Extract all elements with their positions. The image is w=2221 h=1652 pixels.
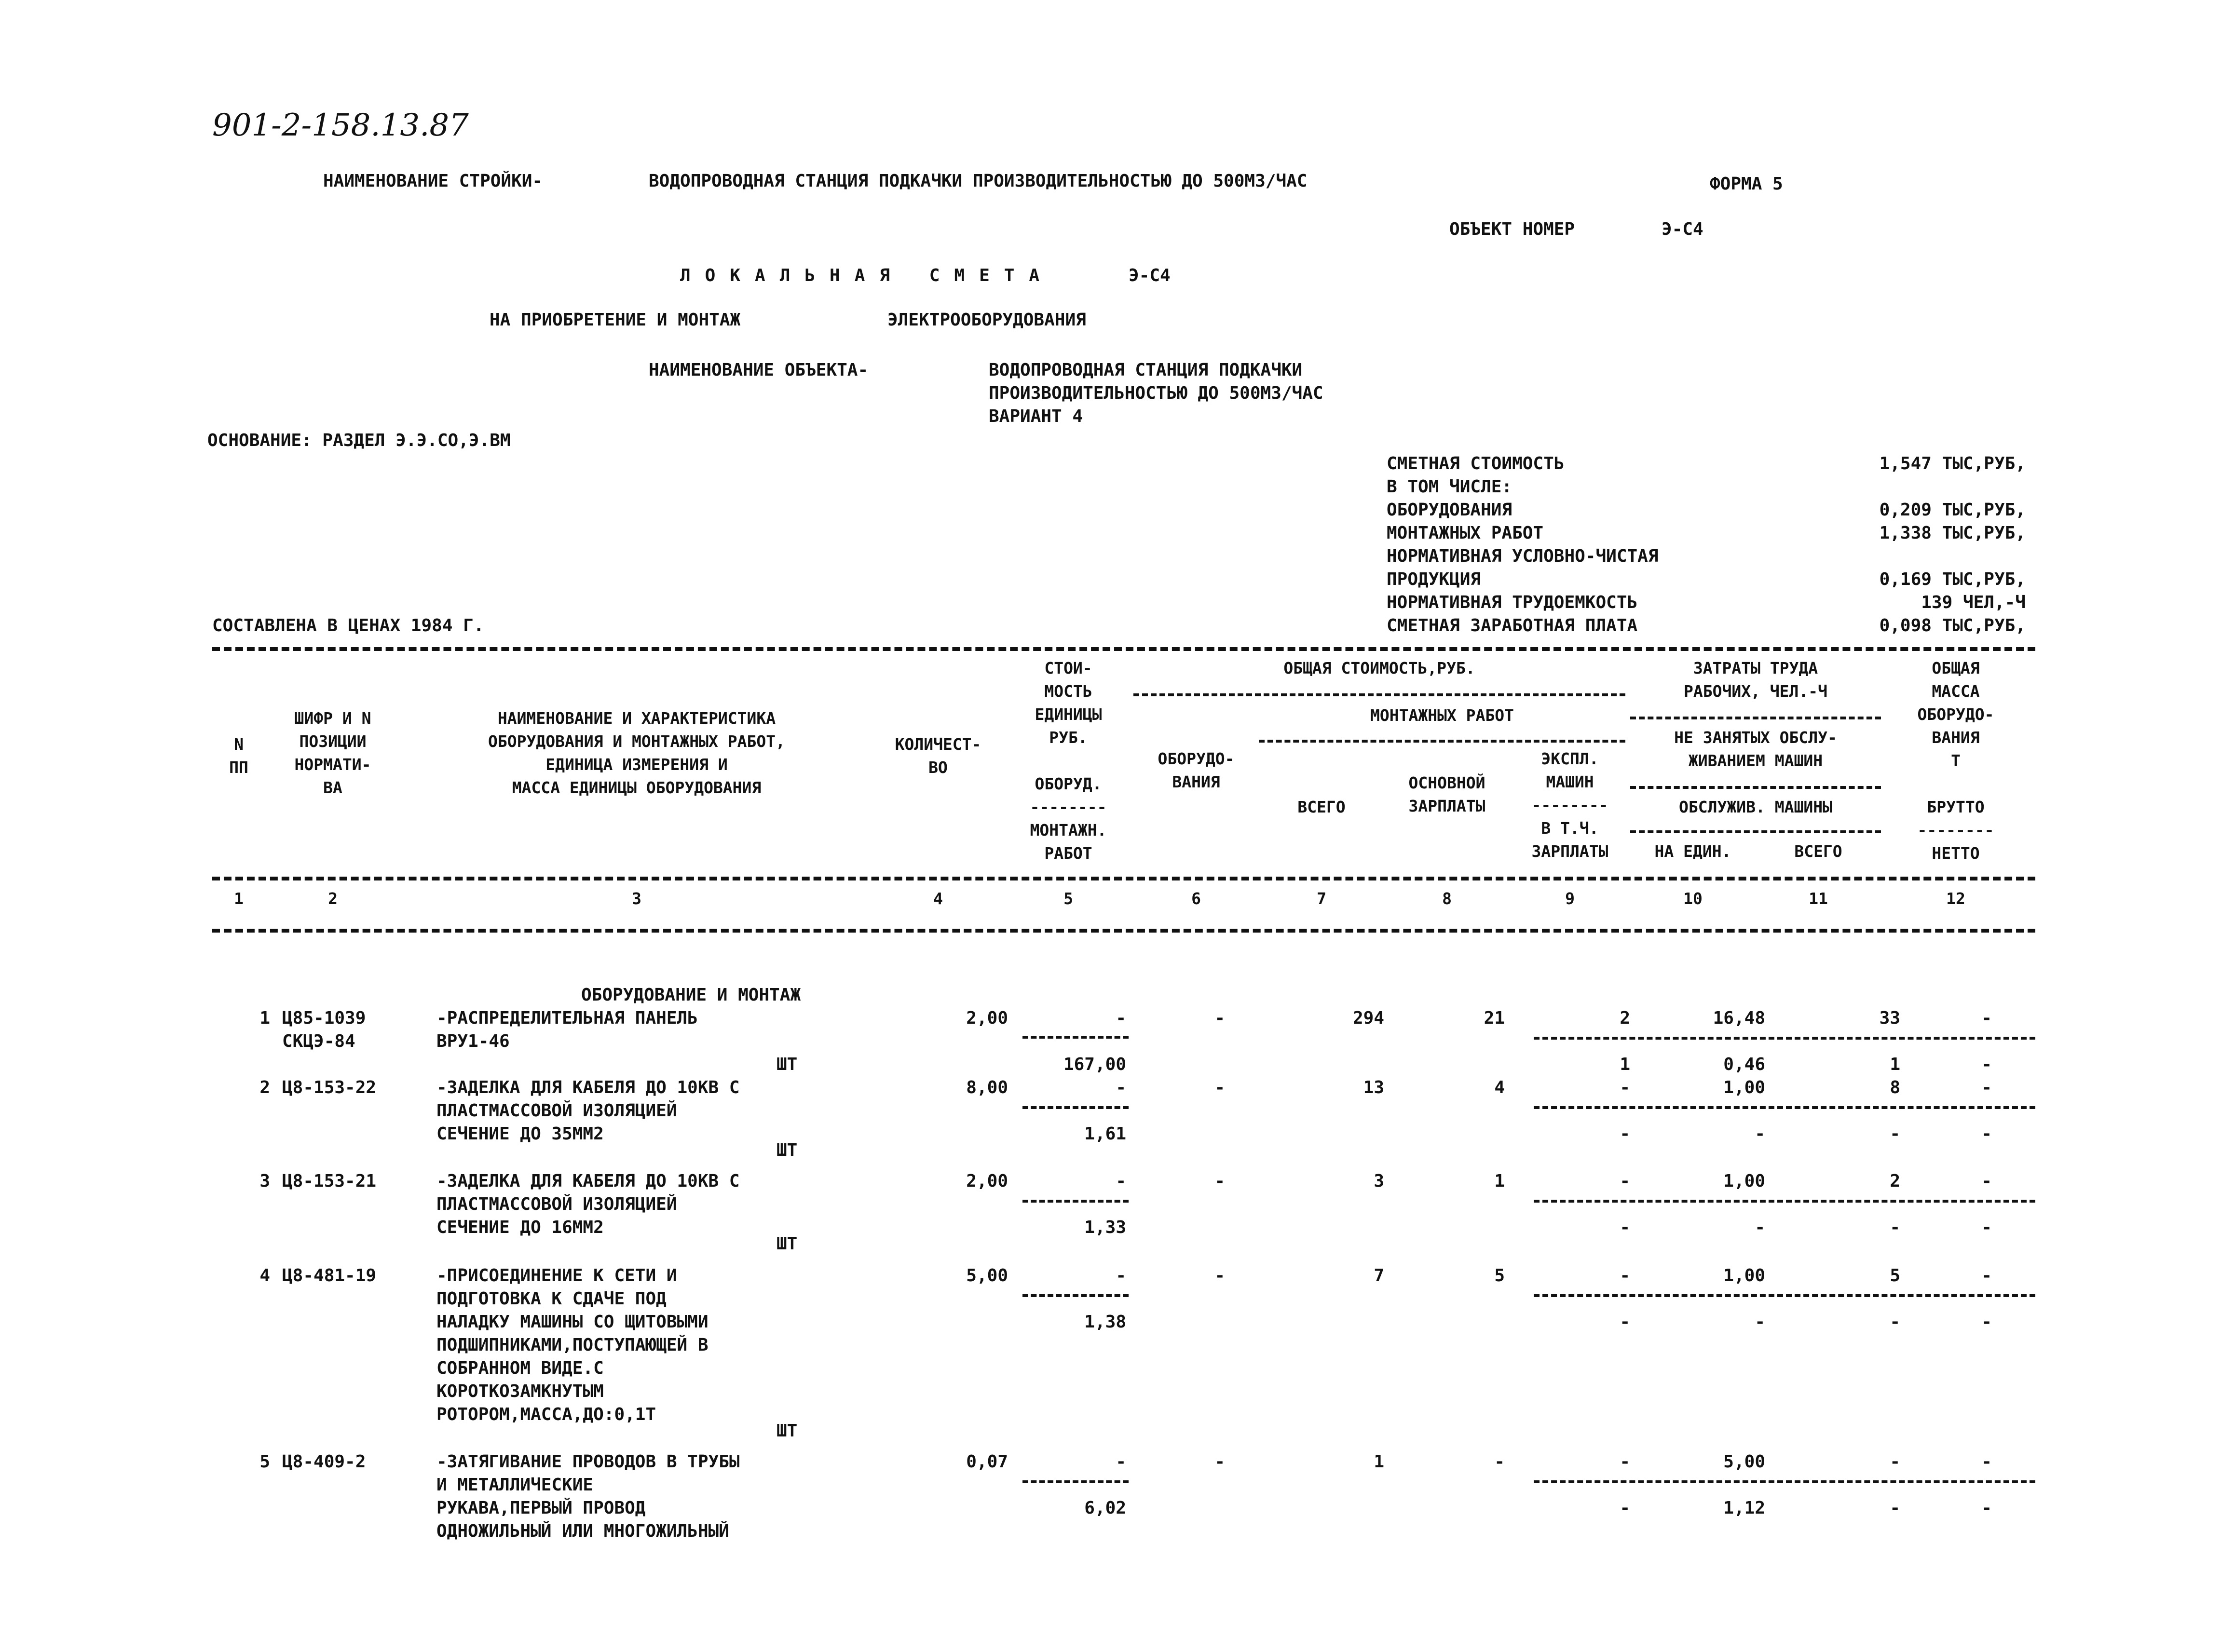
row-labor-unit-machines: 0,46: [1723, 1055, 1765, 1074]
document-title-code: Э-С4: [1129, 266, 1171, 285]
row-salary: 1: [1494, 1171, 1505, 1191]
col-number: 5: [1063, 889, 1073, 908]
row-number: 3: [259, 1171, 270, 1191]
row-labor-unit-machines: -: [1755, 1124, 1765, 1144]
row-total: 13: [1363, 1078, 1384, 1097]
row-quantity: 5,00: [966, 1266, 1008, 1286]
row-equipment: -: [1214, 1171, 1225, 1191]
row-code: Ц8-153-21: [282, 1171, 377, 1191]
row-code: Ц85-1039 СКЦЭ-84: [282, 1008, 366, 1051]
col-number: 11: [1809, 889, 1828, 908]
header-mounting: МОНТАЖНЫХ РАБОТ: [1370, 706, 1514, 725]
col-number: 6: [1191, 889, 1201, 908]
object-name-line-2: ПРОИЗВОДИТЕЛЬНОСТЬЮ ДО 500М3/ЧАС: [989, 383, 1323, 403]
row-quantity: 2,00: [966, 1171, 1008, 1191]
col-number: 9: [1565, 889, 1575, 908]
row-code: Ц8-481-19: [282, 1266, 377, 1286]
table-top-rule: [212, 647, 2035, 651]
object-name-line-1: ВОДОПРОВОДНАЯ СТАНЦИЯ ПОДКАЧКИ: [989, 360, 1303, 380]
row-mass-net: -: [1981, 1498, 1992, 1518]
row-code: Ц8-153-22: [282, 1078, 377, 1097]
row-quantity: 0,07: [966, 1452, 1008, 1472]
summary-value: 0,209 ТЫС,РУБ,: [1879, 500, 2026, 520]
row-unit: ШТ: [777, 1234, 798, 1254]
row-quantity: 8,00: [966, 1078, 1008, 1097]
subtitle-prefix: НА ПРИОБРЕТЕНИЕ И МОНТАЖ: [490, 310, 741, 330]
row-machines: 2: [1620, 1008, 1630, 1028]
header-equipment: ОБОРУДО- ВАНИЯ: [1158, 749, 1235, 791]
row-unit: ШТ: [777, 1421, 798, 1441]
row-mass-gross: -: [1981, 1452, 1992, 1472]
prices-note: СОСТАВЛЕНА В ЦЕНАХ 1984 Г.: [212, 616, 484, 636]
header-quantity: КОЛИЧЕСТ- ВО: [895, 735, 981, 777]
row-quantity: 2,00: [966, 1008, 1008, 1028]
row-machines-salary: 1: [1620, 1055, 1630, 1074]
table-columns-rule: [212, 929, 2035, 933]
row-unit-mounting: 6,02: [1084, 1498, 1126, 1518]
row-salary: 21: [1484, 1008, 1505, 1028]
row-number: 1: [259, 1008, 270, 1028]
row-unit-mounting: 167,00: [1063, 1055, 1126, 1074]
row-labor-unit: 5,00: [1723, 1452, 1765, 1472]
row-labor-total-machines: -: [1890, 1498, 1900, 1518]
row-labor-total-machines: -: [1890, 1218, 1900, 1237]
summary-label: МОНТАЖНЫХ РАБОТ: [1387, 523, 1544, 543]
row-machines-salary: -: [1620, 1124, 1630, 1144]
row-machines-salary: -: [1620, 1218, 1630, 1237]
object-number: Э-С4: [1662, 219, 1703, 239]
construction-name: ВОДОПРОВОДНАЯ СТАНЦИЯ ПОДКАЧКИ ПРОИЗВОДИТЕЛЬНОСТЬЮ ДО 500М3/ЧАС: [649, 171, 1308, 191]
header-machines: ЭКСПЛ. МАШИН -------- В Т.Ч. ЗАРПЛАТЫ: [1531, 749, 1608, 861]
row-labor-total: 33: [1879, 1008, 1900, 1028]
row-equipment: -: [1214, 1266, 1225, 1286]
row-mass-net: -: [1981, 1312, 1992, 1332]
row-labor-unit: 1,00: [1723, 1266, 1765, 1286]
row-unit: ШТ: [777, 1140, 798, 1160]
row-number: 4: [259, 1266, 270, 1286]
row-labor-unit-machines: -: [1755, 1312, 1765, 1332]
row-name: -ЗАДЕЛКА ДЛЯ КАБЕЛЯ ДО 10КВ С ПЛАСТМАССОВОЙ ИЗОЛЯЦИЕЙ СЕЧЕНИЕ ДО 35ММ2: [436, 1078, 740, 1144]
table-header-rule: [212, 877, 2035, 880]
row-mass-gross: -: [1981, 1078, 1992, 1097]
header-base-salary: ОСНОВНОЙ ЗАРПЛАТЫ: [1408, 773, 1485, 815]
summary-value: 1,547 ТЫС,РУБ,: [1879, 454, 2026, 474]
col-number: 3: [632, 889, 641, 908]
header-number: N ПП: [229, 735, 248, 777]
summary-value: 1,338 ТЫС,РУБ,: [1879, 523, 2026, 543]
row-name: -ПРИСОЕДИНЕНИЕ К СЕТИ И ПОДГОТОВКА К СДАЧЕ ПОД НАЛАДКУ МАШИНЫ СО ЩИТОВЫМИ ПОДШИПНИКАМИ,ПОСТУПАЮЩЕЙ В СОБРАННОМ ВИДЕ.С КОРОТКОЗАМКНУТЫМ РОТОРОМ,МАССА,ДО:0,1Т: [436, 1266, 709, 1424]
header-labor: ЗАТРАТЫ ТРУДА РАБОЧИХ, ЧЕЛ.-Ч: [1683, 659, 1827, 701]
row-number: 5: [259, 1452, 270, 1472]
col-number: 8: [1442, 889, 1452, 908]
summary-value: 139 ЧЕЛ,-Ч: [1921, 593, 2026, 612]
row-machines: -: [1620, 1078, 1630, 1097]
row-total: 7: [1374, 1266, 1384, 1286]
summary-label: НОРМАТИВНАЯ УСЛОВНО-ЧИСТАЯ: [1387, 546, 1659, 566]
row-machines: -: [1620, 1171, 1630, 1191]
row-unit-equipment: -: [1116, 1266, 1126, 1286]
row-unit-mounting: 1,61: [1084, 1124, 1126, 1144]
row-unit-mounting: 1,38: [1084, 1312, 1126, 1332]
row-unit-equipment: -: [1116, 1171, 1126, 1191]
form-number: ФОРМА 5: [1710, 174, 1783, 194]
row-labor-total-machines: 1: [1890, 1055, 1900, 1074]
summary-label: В ТОМ ЧИСЛЕ:: [1387, 477, 1512, 497]
row-mass-net: -: [1981, 1055, 1992, 1074]
row-mass-gross: -: [1981, 1266, 1992, 1286]
header-labor-machines: ОБСЛУЖИВ. МАШИНЫ: [1679, 798, 1832, 816]
document-number: 901-2-158.13.87: [212, 108, 469, 143]
summary-value: 0,098 ТЫС,РУБ,: [1879, 616, 2026, 636]
header-mass: ОБЩАЯ МАССА ОБОРУДО- ВАНИЯ Т БРУТТО -------- НЕТТО: [1917, 659, 1994, 863]
summary-label: ПРОДУКЦИЯ: [1387, 569, 1481, 589]
row-labor-total: 8: [1890, 1078, 1900, 1097]
row-unit-mounting: 1,33: [1084, 1218, 1126, 1237]
row-machines-salary: -: [1620, 1312, 1630, 1332]
col-number: 10: [1683, 889, 1703, 908]
col-number: 4: [933, 889, 943, 908]
row-mass-net: -: [1981, 1218, 1992, 1237]
row-salary: 5: [1494, 1266, 1505, 1286]
header-labor-no-machines: НЕ ЗАНЯТЫХ ОБСЛУ- ЖИВАНИЕМ МАШИН: [1674, 728, 1837, 770]
row-mass-gross: -: [1981, 1171, 1992, 1191]
row-code: Ц8-409-2: [282, 1452, 366, 1472]
row-equipment: -: [1214, 1078, 1225, 1097]
row-name: -ЗАТЯГИВАНИЕ ПРОВОДОВ В ТРУБЫ И МЕТАЛЛИЧЕСКИЕ РУКАВА,ПЕРВЫЙ ПРОВОД ОДНОЖИЛЬНЫЙ ИЛИ МНОГОЖИЛЬНЫЙ: [436, 1452, 740, 1541]
row-machines: -: [1620, 1452, 1630, 1472]
row-labor-unit-machines: 1,12: [1723, 1498, 1765, 1518]
row-labor-unit: 1,00: [1723, 1078, 1765, 1097]
construction-label: НАИМЕНОВАНИЕ СТРОЙКИ-: [323, 171, 543, 191]
object-name-label: НАИМЕНОВАНИЕ ОБЪЕКТА-: [649, 360, 869, 380]
header-per-unit: НА ЕДИН.: [1654, 842, 1731, 861]
section-title: ОБОРУДОВАНИЕ И МОНТАЖ: [581, 985, 801, 1005]
summary-label: СМЕТНАЯ СТОИМОСТЬ: [1387, 454, 1565, 474]
row-unit: ШТ: [777, 1055, 798, 1074]
row-machines-salary: -: [1620, 1498, 1630, 1518]
row-machines: -: [1620, 1266, 1630, 1286]
row-equipment: -: [1214, 1008, 1225, 1028]
row-unit-equipment: -: [1116, 1008, 1126, 1028]
row-labor-total: 5: [1890, 1266, 1900, 1286]
row-equipment: -: [1214, 1452, 1225, 1472]
row-labor-total-machines: -: [1890, 1124, 1900, 1144]
row-labor-unit: 16,48: [1713, 1008, 1765, 1028]
header-name: НАИМЕНОВАНИЕ И ХАРАКТЕРИСТИКА ОБОРУДОВАНИЯ И МОНТАЖНЫХ РАБОТ, ЕДИНИЦА ИЗМЕРЕНИЯ И МАССА ЕДИНИЦЫ ОБОРУДОВАНИЯ: [488, 709, 785, 797]
row-labor-total-machines: -: [1890, 1312, 1900, 1332]
row-unit-equipment: -: [1116, 1452, 1126, 1472]
row-total: 3: [1374, 1171, 1384, 1191]
object-number-label: ОБЪЕКТ НОМЕР: [1449, 219, 1575, 239]
row-number: 2: [259, 1078, 270, 1097]
basis-note: ОСНОВАНИЕ: РАЗДЕЛ Э.Э.СО,Э.ВМ: [207, 431, 511, 450]
row-salary: -: [1494, 1452, 1505, 1472]
col-number: 1: [234, 889, 244, 908]
col-number: 12: [1946, 889, 1965, 908]
row-labor-unit: 1,00: [1723, 1171, 1765, 1191]
header-total-cost: ОБЩАЯ СТОИМОСТЬ,РУБ.: [1283, 659, 1475, 677]
object-name-line-3: ВАРИАНТ 4: [989, 406, 1083, 426]
row-total: 294: [1352, 1008, 1384, 1028]
summary-value: 0,169 ТЫС,РУБ,: [1879, 569, 2026, 589]
row-mass-gross: -: [1981, 1008, 1992, 1028]
row-mass-net: -: [1981, 1124, 1992, 1144]
header-unit-cost: СТОИ- МОСТЬ ЕДИНИЦЫ РУБ. ОБОРУД. -------- МОНТАЖН. РАБОТ: [1030, 659, 1107, 863]
row-name: -ЗАДЕЛКА ДЛЯ КАБЕЛЯ ДО 10КВ С ПЛАСТМАССОВОЙ ИЗОЛЯЦИЕЙ СЕЧЕНИЕ ДО 16ММ2: [436, 1171, 740, 1237]
row-labor-total: -: [1890, 1452, 1900, 1472]
header-mounting-total: ВСЕГО: [1297, 798, 1346, 816]
summary-label: НОРМАТИВНАЯ ТРУДОЕМКОСТЬ: [1387, 593, 1638, 612]
summary-label: ОБОРУДОВАНИЯ: [1387, 500, 1512, 520]
col-number: 2: [328, 889, 338, 908]
row-total: 1: [1374, 1452, 1384, 1472]
summary-label: СМЕТНАЯ ЗАРАБОТНАЯ ПЛАТА: [1387, 616, 1638, 636]
row-salary: 4: [1494, 1078, 1505, 1097]
row-name: -РАСПРЕДЕЛИТЕЛЬНАЯ ПАНЕЛЬ ВРУ1-46: [436, 1008, 698, 1051]
header-code: ШИФР И N ПОЗИЦИИ НОРМАТИ- ВА: [294, 709, 371, 797]
document-title: ЛОКАЛЬНАЯ СМЕТА: [680, 266, 1054, 285]
row-labor-total: 2: [1890, 1171, 1900, 1191]
row-labor-unit-machines: -: [1755, 1218, 1765, 1237]
subtitle-subject: ЭЛЕКТРООБОРУДОВАНИЯ: [887, 310, 1086, 330]
col-number: 7: [1317, 889, 1326, 908]
row-unit-equipment: -: [1116, 1078, 1126, 1097]
header-labor-total: ВСЕГО: [1794, 842, 1842, 861]
